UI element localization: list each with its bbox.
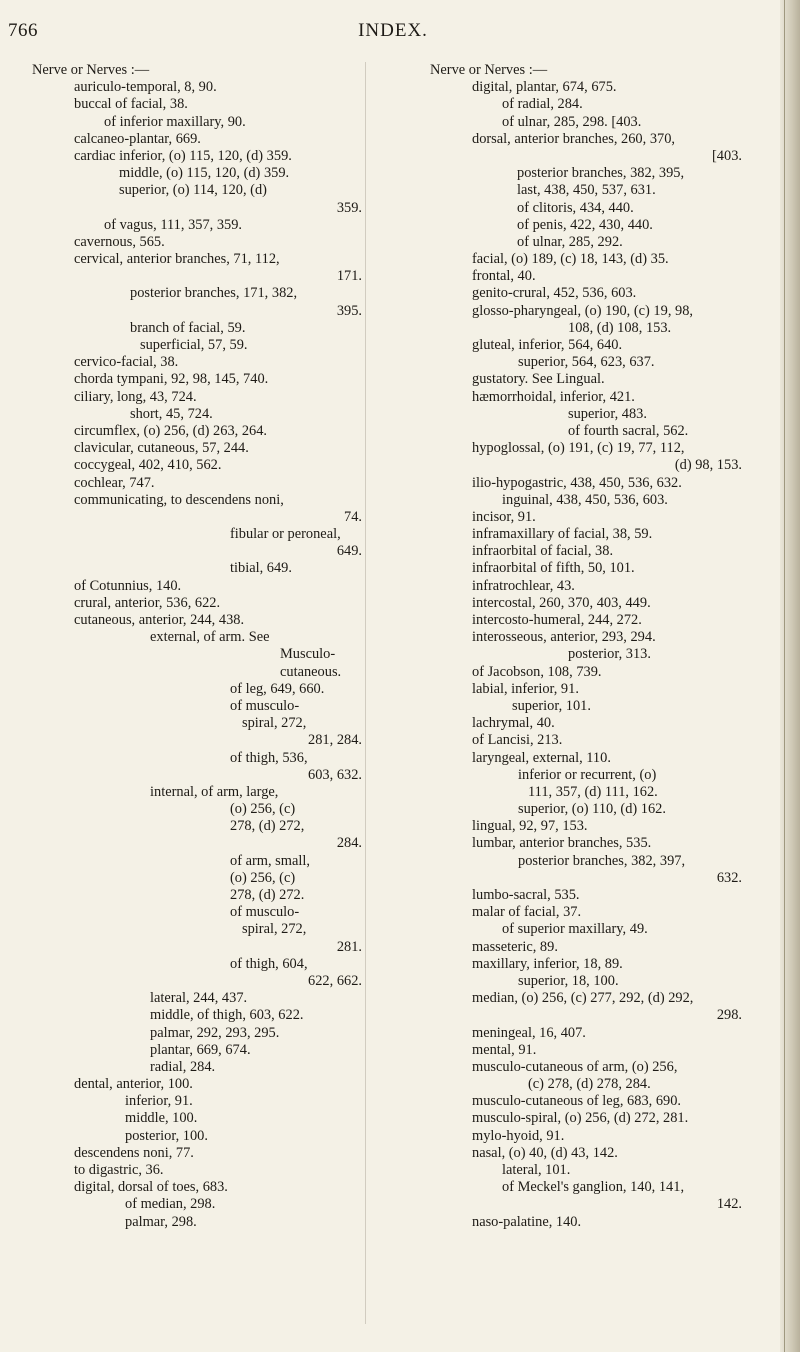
index-line: 622, 662. (308, 972, 362, 989)
index-line: 171. (336, 268, 362, 285)
index-line: musculo-spiral, (o) 256, (d) 272, 281. (472, 1110, 689, 1127)
index-line: lingual, 92, 97, 153. (472, 818, 588, 835)
index-line: (d) 98, 153. (674, 457, 742, 474)
index-line: of ulnar, 285, 298. [403. (502, 113, 642, 130)
index-line: cutaneous, anterior, 244, 438. (74, 612, 245, 628)
index-line: of Meckel's ganglion, 140, 141, (502, 1179, 685, 1196)
index-line: facial, (o) 189, (c) 18, 143, (d) 35. (472, 251, 669, 268)
index-line: cutaneous. (280, 663, 342, 680)
index-line: median, (o) 256, (c) 277, 292, (d) 292, (472, 990, 694, 1007)
index-line: external, of arm. See (150, 629, 270, 646)
index-line: branch of facial, 59. (130, 319, 246, 336)
index-line: of musculo- (230, 904, 300, 921)
index-line: lateral, 244, 437. (150, 990, 248, 1007)
index-line: Musculo- (280, 646, 336, 663)
index-line: 603, 632. (308, 766, 362, 783)
index-line: labial, inferior, 91. (472, 680, 579, 697)
index-line: infratrochlear, 43. (472, 577, 575, 594)
index-line: Nerve or Nerves :— (32, 62, 150, 78)
index-line: 359. (336, 199, 362, 216)
index-line: crural, anterior, 536, 622. (74, 594, 221, 611)
index-line: of median, 298. (125, 1196, 216, 1213)
index-line: of ulnar, 285, 292. (517, 233, 623, 250)
index-line: palmar, 298. (125, 1213, 197, 1230)
index-line: spiral, 272, (242, 921, 307, 938)
index-line: cervico-facial, 38. (74, 354, 179, 371)
index-line: hypoglossal, (o) 191, (c) 19, 77, 112, (472, 440, 685, 457)
index-line: frontal, 40. (472, 268, 536, 285)
index-line: laryngeal, external, 110. (472, 749, 611, 766)
index-line: of Cotunnius, 140. (74, 577, 182, 594)
index-line: gustatory. See Lingual. (472, 371, 605, 388)
index-line: dental, anterior, 100. (74, 1076, 193, 1093)
index-line: of inferior maxillary, 90. (104, 113, 246, 130)
index-line: posterior, 100. (125, 1127, 208, 1144)
index-line: infraorbital of facial, 38. (472, 543, 614, 560)
index-line: nasal, (o) 40, (d) 43, 142. (472, 1144, 618, 1161)
index-column-right (430, 62, 742, 1231)
index-line: radial, 284. (150, 1058, 216, 1075)
page-edge (780, 0, 800, 1352)
index-line: lachrymal, 40. (472, 715, 555, 732)
index-line: lateral, 101. (502, 1162, 571, 1178)
index-line: 142. (716, 1196, 742, 1213)
index-line: inferior or recurrent, (o) (518, 766, 657, 783)
index-line: naso-palatine, 140. (472, 1213, 582, 1230)
index-line: cochlear, 747. (74, 474, 155, 491)
index-line: superior, (o) 110, (d) 162. (518, 801, 666, 818)
index-line: 395. (336, 302, 362, 319)
index-line: lumbo-sacral, 535. (472, 887, 580, 903)
index-line: coccygeal, 402, 410, 562. (74, 457, 222, 474)
index-line: maxillary, inferior, 18, 89. (472, 955, 623, 972)
page-number: 766 (8, 20, 38, 41)
index-line: internal, of arm, large, (150, 783, 279, 800)
index-line: to digastric, 36. (74, 1162, 164, 1178)
index-line: incisor, 91. (472, 508, 536, 525)
index-line: 111, 357, (d) 111, 162. (528, 783, 658, 800)
index-line: chorda tympani, 92, 98, 145, 740. (74, 371, 269, 388)
index-line: 74. (344, 508, 362, 525)
index-line: circumflex, (o) 256, (d) 263, 264. (74, 422, 268, 439)
index-line: musculo-cutaneous of arm, (o) 256, (472, 1058, 678, 1075)
index-line: 278, (d) 272. (230, 887, 305, 903)
index-line: gluteal, inferior, 564, 640. (472, 337, 623, 353)
index-line: 108, (d) 108, 153. (568, 319, 672, 336)
index-line: spiral, 272, (242, 715, 307, 732)
index-line: [403. (712, 147, 742, 164)
index-line: of superior maxillary, 49. (502, 921, 648, 938)
index-line: cardiac inferior, (o) 115, 120, (d) 359. (74, 147, 292, 164)
index-line: 278, (d) 272, (230, 818, 305, 835)
index-line: of musculo- (230, 697, 300, 714)
index-line: musculo-cutaneous of leg, 683, 690. (472, 1093, 682, 1110)
index-line: intercosto-humeral, 244, 272. (472, 612, 642, 628)
index-line: 284. (336, 835, 362, 852)
index-line: digital, dorsal of toes, 683. (74, 1179, 228, 1196)
index-line: of Jacobson, 108, 739. (472, 663, 602, 680)
index-line: 281, 284. (308, 732, 362, 749)
index-line: 298. (716, 1007, 742, 1024)
index-line: of thigh, 536, (230, 749, 308, 766)
index-line: mental, 91. (472, 1041, 537, 1058)
index-line: dorsal, anterior branches, 260, 370, (472, 130, 676, 147)
index-line: of arm, small, (230, 852, 310, 869)
index-line: of clitoris, 434, 440. (517, 199, 634, 216)
index-line: calcaneo-plantar, 669. (74, 130, 201, 147)
index-line: posterior branches, 382, 395, (517, 165, 685, 182)
index-line: glosso-pharyngeal, (o) 190, (c) 19, 98, (472, 302, 694, 319)
index-line: superior, 483. (568, 405, 647, 422)
index-line: auriculo-temporal, 8, 90. (74, 79, 217, 96)
index-line: 281. (336, 938, 362, 955)
index-line: posterior branches, 382, 397, (518, 852, 686, 869)
index-line: lumbar, anterior branches, 535. (472, 835, 652, 852)
index-line: inferior, 91. (125, 1093, 193, 1110)
index-line: (c) 278, (d) 278, 284. (528, 1076, 651, 1093)
index-line: hæmorrhoidal, inferior, 421. (472, 388, 635, 405)
index-line: posterior, 313. (568, 646, 651, 663)
index-line: genito-crural, 452, 536, 603. (472, 285, 637, 302)
index-line: digital, plantar, 674, 675. (472, 79, 617, 96)
index-line: cervical, anterior branches, 71, 112, (74, 251, 280, 268)
index-line: fibular or peroneal, (230, 526, 341, 543)
index-line: malar of facial, 37. (472, 904, 582, 921)
index-line: superficial, 57, 59. (140, 337, 248, 353)
index-line: 649. (336, 543, 362, 560)
running-head-title: INDEX. (358, 20, 428, 41)
index-line: ilio-hypogastric, 438, 450, 536, 632. (472, 474, 682, 491)
index-line: (o) 256, (c) (230, 801, 296, 818)
index-line: superior, (o) 114, 120, (d) (119, 182, 267, 199)
index-line: plantar, 669, 674. (150, 1041, 251, 1058)
index-line: of penis, 422, 430, 440. (517, 216, 653, 233)
index-line: (o) 256, (c) (230, 869, 296, 886)
index-line: of radial, 284. (502, 96, 583, 113)
index-line: inguinal, 438, 450, 536, 603. (502, 491, 668, 508)
index-line: short, 45, 724. (130, 405, 213, 422)
index-line: cavernous, 565. (74, 233, 165, 250)
index-line: palmar, 292, 293, 295. (150, 1024, 280, 1041)
index-line: superior, 564, 623, 637. (518, 354, 655, 371)
index-line: masseteric, 89. (472, 938, 558, 955)
index-line: clavicular, cutaneous, 57, 244. (74, 440, 249, 457)
index-line: of Lancisi, 213. (472, 732, 563, 749)
index-line: 632. (716, 869, 742, 886)
index-line: of vagus, 111, 357, 359. (104, 216, 243, 233)
index-line: ciliary, long, 43, 724. (74, 388, 197, 405)
index-line: superior, 18, 100. (518, 972, 619, 989)
index-line: middle, 100. (125, 1110, 198, 1127)
index-line: buccal of facial, 38. (74, 96, 188, 113)
index-column-left (32, 62, 362, 1231)
index-line: of thigh, 604, (230, 955, 308, 972)
index-line: superior, 101. (512, 697, 591, 714)
index-line: of leg, 649, 660. (230, 680, 325, 697)
index-line: last, 438, 450, 537, 631. (517, 182, 656, 199)
index-line: posterior branches, 171, 382, (130, 285, 298, 302)
index-line: communicating, to descendens noni, (74, 491, 284, 508)
index-line: mylo-hyoid, 91. (472, 1127, 565, 1144)
index-line: interosseous, anterior, 293, 294. (472, 629, 656, 646)
page-header (8, 20, 778, 48)
index-line: middle, of thigh, 603, 622. (150, 1007, 304, 1024)
index-line: middle, (o) 115, 120, (d) 359. (119, 165, 290, 182)
column-divider (365, 62, 366, 1324)
index-line: of fourth sacral, 562. (568, 422, 689, 439)
index-line: tibial, 649. (230, 560, 292, 577)
index-line: descendens noni, 77. (74, 1144, 194, 1161)
index-line: meningeal, 16, 407. (472, 1024, 586, 1041)
index-line: infraorbital of fifth, 50, 101. (472, 560, 635, 577)
index-line: inframaxillary of facial, 38, 59. (472, 526, 653, 543)
index-line: Nerve or Nerves :— (430, 62, 548, 78)
index-line: intercostal, 260, 370, 403, 449. (472, 594, 651, 611)
